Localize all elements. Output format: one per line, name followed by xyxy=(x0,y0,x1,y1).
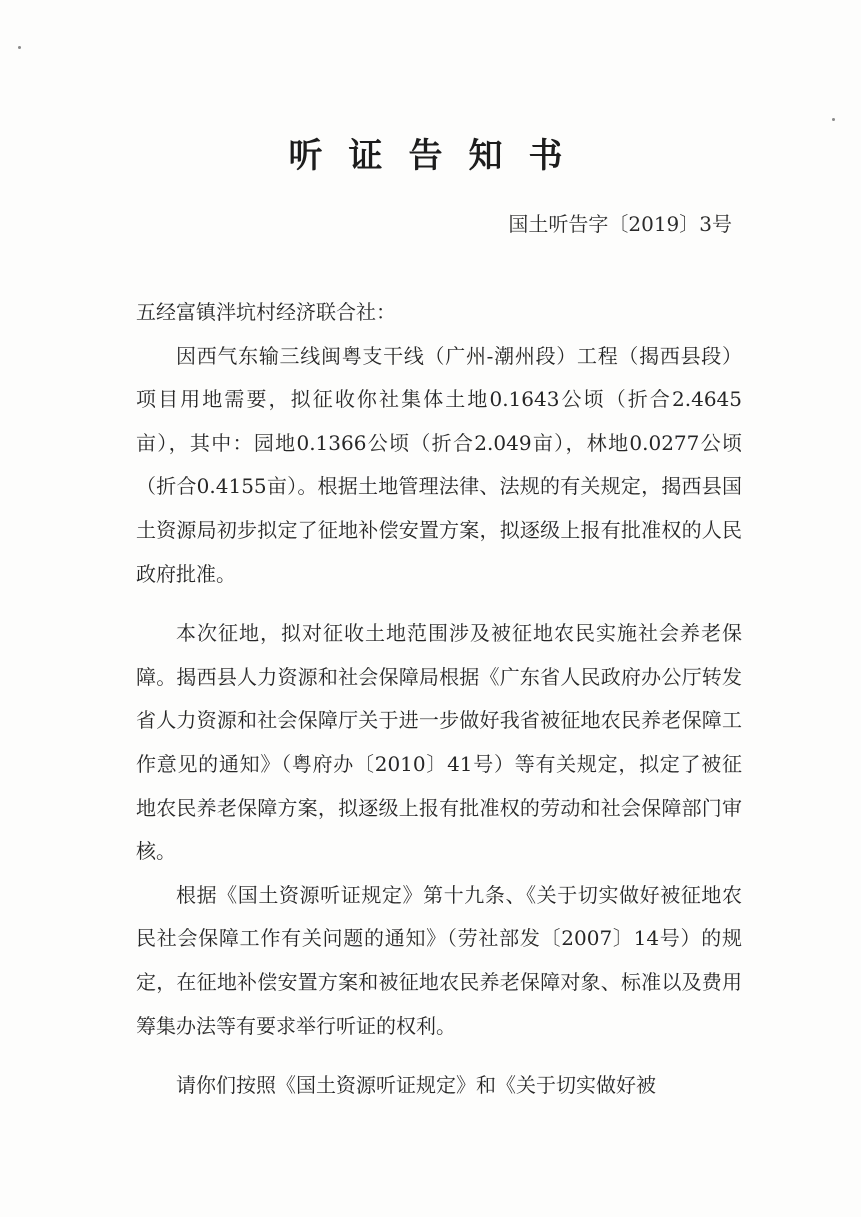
paragraph-2: 本次征地，拟对征收土地范围涉及被征地农民实施社会养老保障。揭西县人力资源和社会保障局根据《广东省人民政府办公厅转发省人力资源和社会保障厅关于进一步做好我省被征地农民养老保障工作意见的通知》（粤府办〔2010〕41号）等有关规定，拟定了被征地农民养老保障方案，拟逐级上报有批准权的劳动和社会保障部门审核。 xyxy=(136,621,742,864)
scan-speck xyxy=(832,118,835,121)
paragraph-3: 根据《国土资源听证规定》第十九条、《关于切实做好被征地农民社会保障工作有关问题的通知》（劳社部发〔2007〕14号）的规定，在征地补偿安置方案和被征地农民养老保障对象、标准以及费用筹集办法等有要求举行听证的权利。 xyxy=(136,882,742,1038)
paragraph-4: 请你们按照《国土资源听证规定》和《关于切实做好被 xyxy=(176,1073,656,1098)
salutation: 五经富镇泮坑村经济联合社： xyxy=(136,300,396,324)
document-body xyxy=(136,291,742,1108)
document-number: 国土听告字〔2019〕3号 xyxy=(508,212,732,236)
scan-speck xyxy=(18,46,21,49)
document-title: 听证告知书 xyxy=(288,136,589,176)
paragraph-1: 因西气东输三线闽粤支干线（广州-潮州段）工程（揭西县段）项目用地需要，拟征收你社集体土地0.1643公顷（折合2.4645亩），其中：园地0.1366公顷（折合2.049亩），林地0.0277公顷（折合0.4155亩）。根据土地管理法律、法规的有关规定，揭西县国土资源局初步拟定了征地补偿安置方案，拟逐级上报有批准权的人民政府批准。 xyxy=(136,343,742,586)
